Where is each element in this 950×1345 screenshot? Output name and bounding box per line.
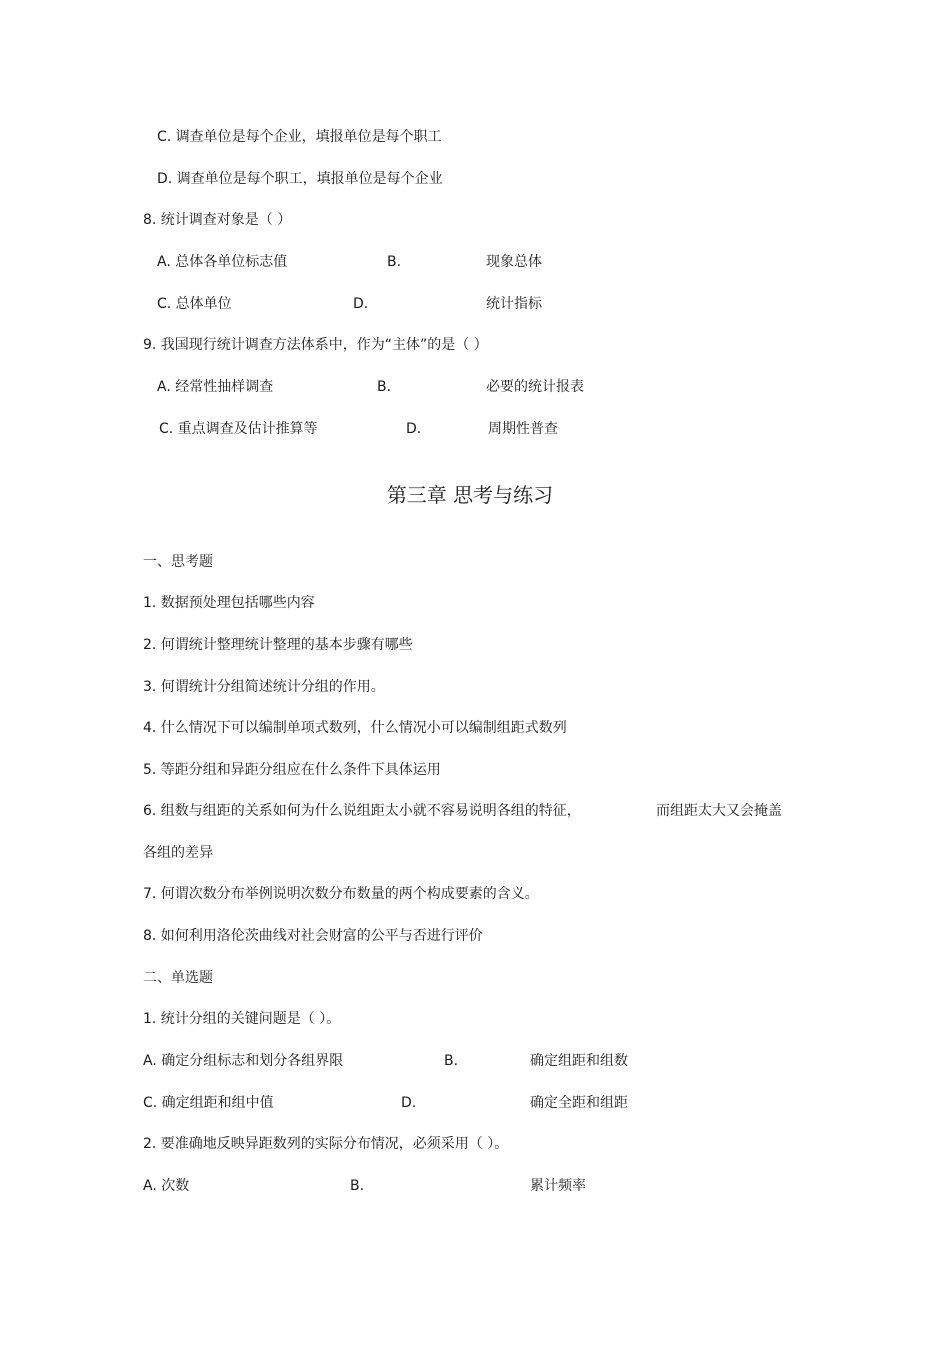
mc-q2-option-b-text: 累计频率 <box>530 1178 586 1194</box>
mc-q1-option-c: C. 确定组距和组中值 <box>143 1095 274 1111</box>
thinking-item-3: 3. 何谓统计分组简述统计分组的作用。 <box>143 679 385 695</box>
q9-option-b-text: 必要的统计报表 <box>486 379 584 395</box>
thinking-item-8: 8. 如何利用洛伦茨曲线对社会财富的公平与否进行评价 <box>143 928 483 944</box>
q9-option-d-letter: D. <box>406 421 422 437</box>
thinking-item-2: 2. 何谓统计整理统计整理的基本步骤有哪些 <box>143 637 413 653</box>
q9-option-a: A. 经常性抽样调查 <box>157 379 274 395</box>
thinking-item-6-part2: 而组距太大又会掩盖 <box>656 803 782 819</box>
thinking-item-6-part1: 6. 组数与组距的关系如何为什么说组距太小就不容易说明各组的特征， <box>143 803 581 819</box>
q8-option-c: C. 总体单位 <box>157 296 232 312</box>
thinking-item-6-part3: 各组的差异 <box>143 845 213 861</box>
q9-option-d-text: 周期性普查 <box>488 421 558 437</box>
mc-q2-option-a: A. 次数 <box>143 1178 190 1194</box>
q9-option-b-letter: B. <box>377 379 392 395</box>
q8-option-b-letter: B. <box>387 254 402 270</box>
thinking-item-4: 4. 什么情况下可以编制单项式数列，什么情况小可以编制组距式数列 <box>143 720 567 736</box>
q7-option-d: D. 调查单位是每个职工，填报单位是每个企业 <box>157 171 443 187</box>
q8-option-b-text: 现象总体 <box>486 254 542 270</box>
mc-q1-stem: 1. 统计分组的关键问题是（ ）。 <box>143 1011 341 1027</box>
mc-q2-option-b-letter: B. <box>350 1178 365 1194</box>
q8-stem: 8. 统计调查对象是（ ） <box>143 212 292 228</box>
q7-option-c: C. 调查单位是每个企业，填报单位是每个职工 <box>157 129 442 145</box>
mc-q1-option-a: A. 确定分组标志和划分各组界限 <box>143 1053 344 1069</box>
mc-q1-option-d-text: 确定全距和组距 <box>530 1095 628 1111</box>
q8-option-d-letter: D. <box>353 296 369 312</box>
q9-stem: 9. 我国现行统计调查方法体系中，作为“主体”的是（ ） <box>143 337 488 353</box>
thinking-item-5: 5. 等距分组和异距分组应在什么条件下具体运用 <box>143 762 441 778</box>
chapter-title: 第三章 思考与练习 <box>386 483 554 507</box>
thinking-item-7: 7. 何谓次数分布举例说明次数分布数量的两个构成要素的含义。 <box>143 886 539 902</box>
mc-q1-option-b-text: 确定组距和组数 <box>530 1053 628 1069</box>
section-2-heading: 二、单选题 <box>143 970 213 986</box>
q8-option-a: A. 总体各单位标志值 <box>157 254 288 270</box>
thinking-item-1: 1. 数据预处理包括哪些内容 <box>143 595 315 611</box>
mc-q1-option-d-letter: D. <box>401 1095 417 1111</box>
q8-option-d-text: 统计指标 <box>486 296 542 312</box>
mc-q1-option-b-letter: B. <box>444 1053 459 1069</box>
section-1-heading: 一、思考题 <box>143 554 213 570</box>
mc-q2-stem: 2. 要准确地反映异距数列的实际分布情况，必须采用（ ）。 <box>143 1136 509 1152</box>
q9-option-c: C. 重点调查及估计推算等 <box>159 421 318 437</box>
